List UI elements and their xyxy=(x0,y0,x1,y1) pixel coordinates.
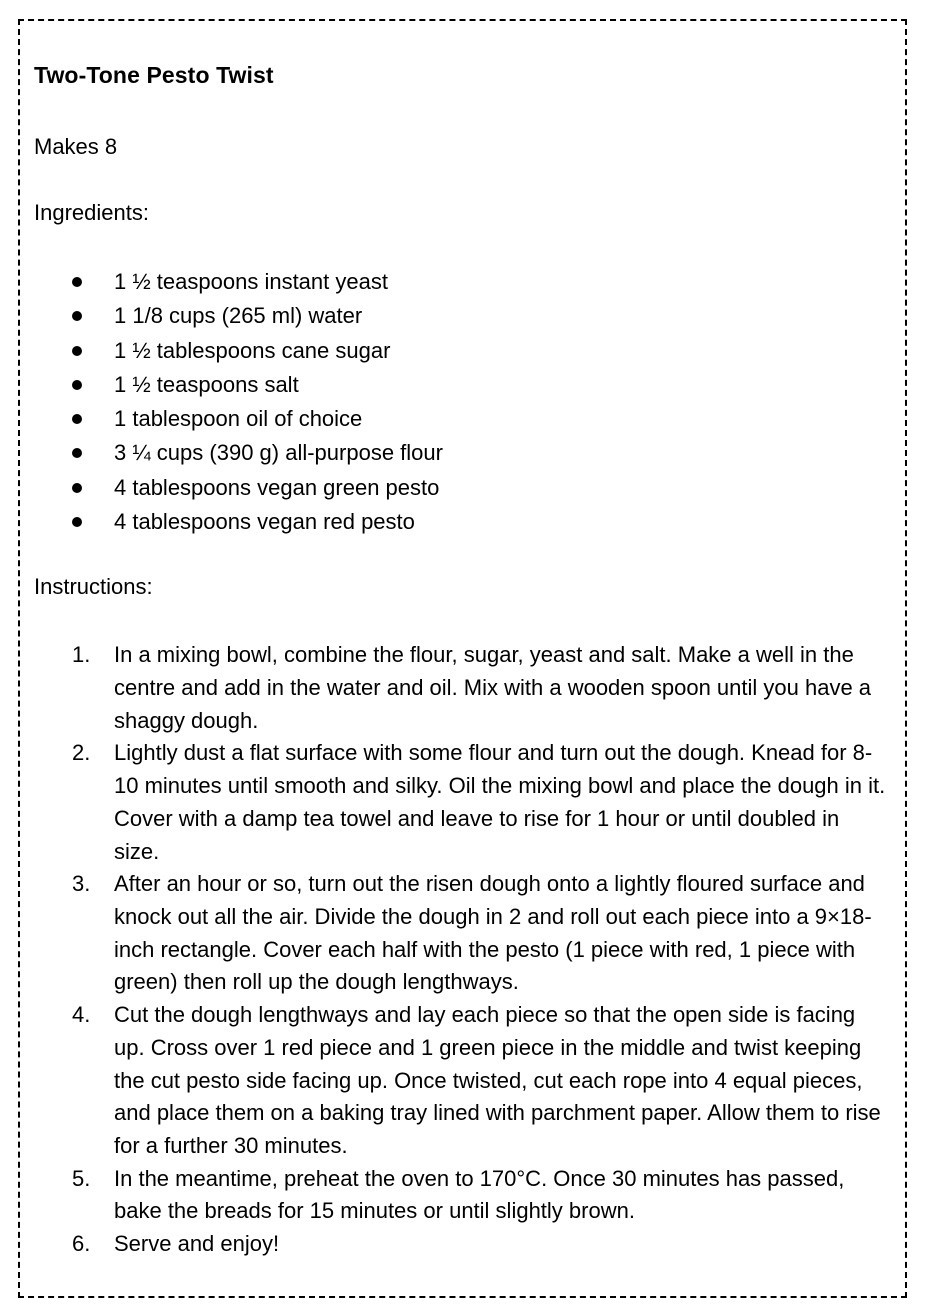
step-text: In the meantime, preheat the oven to 170°C. Once 30 minutes has passed, bake the breads for 15 minutes or until slightly brown. xyxy=(114,1165,845,1224)
instruction-step xyxy=(34,999,895,1163)
ingredient-text: 4 tablespoons vegan red pesto xyxy=(114,509,415,535)
ingredient-item xyxy=(34,505,895,539)
bullet-icon xyxy=(72,483,82,493)
ingredient-item xyxy=(34,471,895,505)
ingredient-text: 1 ½ tablespoons cane sugar xyxy=(114,337,391,363)
bullet-icon xyxy=(72,311,82,321)
step-text: Cut the dough lengthways and lay each piece so that the open side is facing up. Cross over 1 red piece and 1 green piece in the middle and twist keeping the cut pesto side facing up. Once twisted, cut each rope into 4 equal pieces, and place them on a baking tray lined with parchment paper. Allow them to rise for a further 30 minutes. xyxy=(114,1002,881,1158)
step-text: Lightly dust a flat surface with some flour and turn out the dough. Knead for 8-10 minutes until smooth and silky. Oil the mixing bowl and place the dough in it. Cover with a damp tea towel and leave to rise for 1 hour or until doubled in size. xyxy=(114,740,886,864)
instruction-step xyxy=(34,1163,895,1228)
ingredient-item xyxy=(34,299,895,333)
bullet-icon xyxy=(72,277,82,287)
recipe-title: Two-Tone Pesto Twist xyxy=(34,62,274,88)
step-number: 3. xyxy=(72,871,91,897)
instruction-step xyxy=(34,868,895,999)
ingredient-text: 1 ½ teaspoons instant yeast xyxy=(114,269,388,294)
instruction-step xyxy=(34,639,895,737)
step-number: 5. xyxy=(72,1165,91,1191)
ingredient-text: 1 ½ teaspoons salt xyxy=(114,371,299,397)
ingredient-item xyxy=(34,334,895,368)
ingredient-item xyxy=(34,265,895,299)
recipe-yield: Makes 8 xyxy=(34,134,118,159)
step-number: 2. xyxy=(72,740,91,766)
ingredient-text: 1 tablespoon oil of choice xyxy=(114,406,363,432)
bullet-icon xyxy=(72,380,82,390)
instructions-heading: Instructions: xyxy=(34,574,153,600)
instruction-step xyxy=(34,737,895,868)
ingredient-item xyxy=(34,402,895,436)
bullet-icon xyxy=(72,448,82,458)
ingredient-item xyxy=(34,368,895,402)
ingredient-text: 1 1/8 cups (265 ml) water xyxy=(114,303,363,329)
step-number: 6. xyxy=(72,1231,91,1257)
bullet-icon xyxy=(72,414,82,424)
step-number: 4. xyxy=(72,1002,91,1028)
instructions-list xyxy=(34,639,895,1260)
step-text: Serve and enjoy! xyxy=(114,1231,280,1257)
bullet-icon xyxy=(72,346,82,356)
recipe-content xyxy=(34,59,895,1261)
bullet-icon xyxy=(72,517,82,527)
recipe-card xyxy=(18,19,907,1298)
ingredient-item xyxy=(34,436,895,470)
step-text: In a mixing bowl, combine the flour, sugar, yeast and salt. Make a well in the centre and add in the water and oil. Mix with a wooden spoon until you have a shaggy dough. xyxy=(114,642,872,733)
ingredients-heading: Ingredients: xyxy=(34,200,149,225)
instruction-step xyxy=(34,1228,895,1261)
ingredients-list xyxy=(34,265,895,539)
step-text: After an hour or so, turn out the risen dough onto a lightly floured surface and knock out all the air. Divide the dough in 2 and roll out each piece into a 9×18-inch rectangle. Cover each half with the pesto (1 piece with red, 1 piece with green) then roll up the dough lengthways. xyxy=(114,871,872,995)
step-number: 1. xyxy=(72,642,91,668)
ingredient-text: 4 tablespoons vegan green pesto xyxy=(114,474,440,500)
ingredient-text: 3 ¼ cups (390 g) all-purpose flour xyxy=(114,440,443,466)
